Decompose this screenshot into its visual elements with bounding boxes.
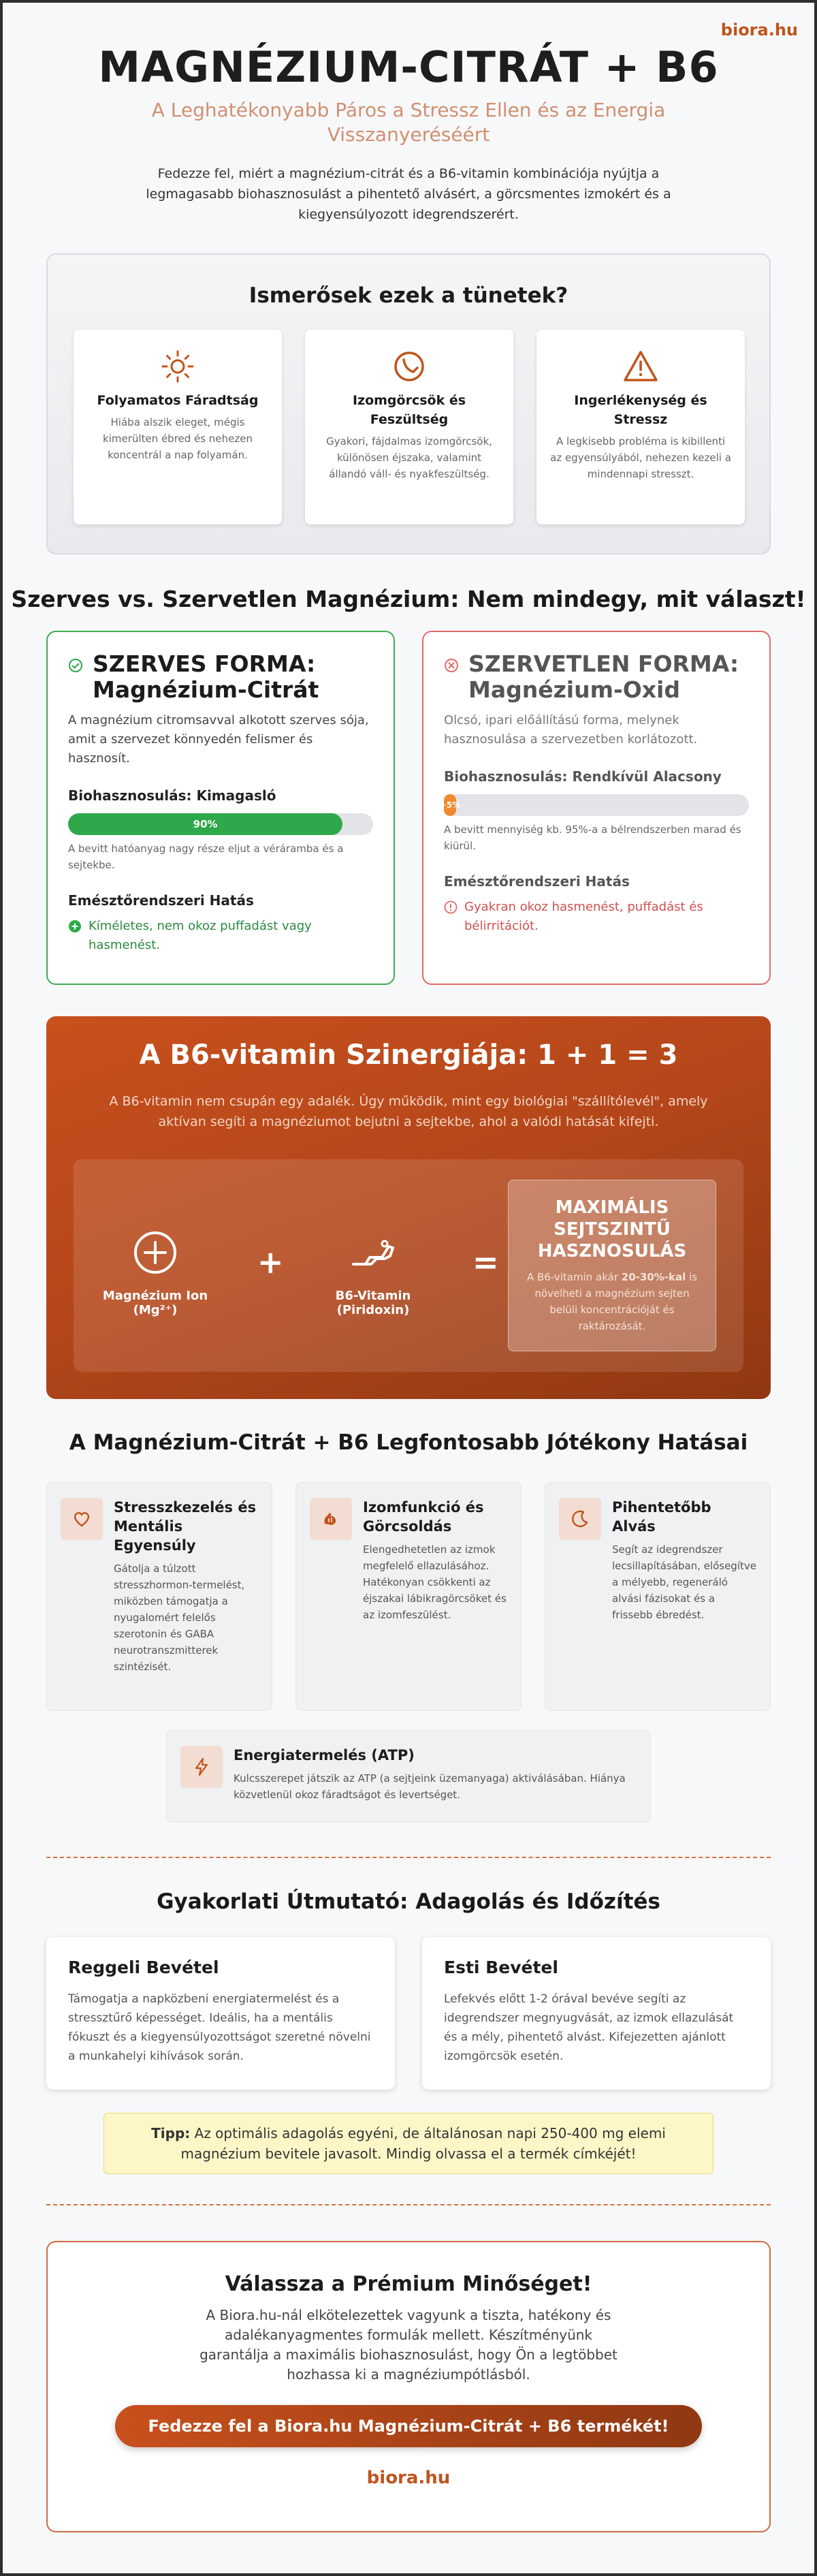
brand-logo-bottom[interactable]: biora.hu <box>366 2468 451 2488</box>
organic-digestive-text: Kíméletes, nem okoz puffadást vagy hasmenést. <box>89 919 312 952</box>
benefits-title: A Magnézium-Citrát + B6 Legfontosabb Jótékony Hatásai <box>69 1430 748 1455</box>
inorganic-absorption-note: A bevitt mennyiség kb. 95%-a a bélrendszerben marad és kiürül. <box>444 823 741 852</box>
b6-item <box>298 1229 448 1317</box>
organic-digestive-label: Emésztőrendszeri Hatás <box>68 892 254 909</box>
symptom-card <box>74 330 282 524</box>
benefit-card <box>545 1482 771 1711</box>
morning-text: Támogatja a napközbeni energiatermelést és a stressztűrő képességet. Ideális, ha a mentális fókuszt és a kiegyensúlyozottságot szeretné növelni a munkahelyi kihívások során. <box>68 1992 371 2063</box>
benefit-title: Izomfunkció és Görcsoldás <box>363 1499 484 1535</box>
divider <box>46 2204 771 2205</box>
result-box <box>508 1180 716 1351</box>
benefit-text: Elengedhetetlen az izmok megfelelő ellazulásához. Hatékonyan csökkenti az éjszakai lábikragörcsöket és az izomfeszülést. <box>363 1543 507 1621</box>
organic-absorption-note: A bevitt hatóanyag nagy része eljut a véráramba és a sejtekbe. <box>68 843 344 871</box>
plus-circle-icon <box>131 1229 179 1276</box>
benefit-title: Stresszkezelés és Mentális Egyensúly <box>114 1499 257 1554</box>
inorganic-absorption-fill <box>439 794 461 816</box>
tip-text: Az optimális adagolás egyéni, de általánosan napi 250-400 mg elemi magnézium bevitele javasolt. Mindig olvassa el a termék címkéjét! <box>180 2125 666 2162</box>
intro-text: Fedezze fel, miért a magnézium-citrát és a B6-vitamin kombinációja nyújtja a legmagasabb biohasznosulást a pihentető alvásért, a görcsmentes izmokért és a kiegyensúlyozott idegrendszerért. <box>146 166 671 222</box>
brand-logo-top[interactable]: biora.hu <box>720 20 798 40</box>
organic-card <box>46 631 395 985</box>
benefit-text: Segít az idegrendszer lecsillapításában, elősegítve a mélyebb, regeneráló alvási fázisokat és a frissebb ébredést. <box>612 1543 756 1621</box>
moon-icon <box>559 1498 601 1540</box>
muscle-tension-icon <box>390 347 428 386</box>
b6-label: B6-Vitamin (Piridoxin) <box>335 1289 411 1317</box>
page <box>3 3 814 2573</box>
x-circle-icon <box>444 658 459 673</box>
synergy-section <box>46 1016 771 1399</box>
morning-card <box>46 1937 395 2090</box>
page-subtitle: A Leghatékonyabb Páros a Stressz Ellen és az Energia Visszanyeréséért <box>151 99 666 146</box>
organic-absorption-label: Biohasznosulás: Kimagasló <box>68 787 276 804</box>
symptom-text: A legkisebb probléma is kibillenti az egyensúlyából, nehezen kezeli a mindennapi stresszt. <box>550 435 731 480</box>
plus-circle-icon <box>68 920 82 933</box>
alert-circle-icon <box>444 900 458 914</box>
page-title: MAGNÉZIUM-CITRÁT + B6 <box>98 42 719 92</box>
benefit-card <box>46 1482 272 1711</box>
symptom-text: Hiába alszik eleget, mégis kimerülten ébred és nehezen koncentrál a nap folyamán. <box>103 416 253 461</box>
cta-button[interactable]: Fedezze fel a Biora.hu Magnézium-Citrát + B6 termékét! <box>115 2405 702 2447</box>
organic-desc: A magnézium citromsavval alkotott szerves sója, amit a szervezet könnyedén felismer és hasznosít. <box>68 713 369 766</box>
benefit-card <box>295 1482 522 1711</box>
benefit-text: Kulcsszerepet játszik az ATP (a sejtjeink üzemanyaga) aktiválásában. Hiánya közvetlenül okoz fáradtságot és levertséget. <box>234 1772 626 1801</box>
inorganic-absorption-value: ~5% <box>439 800 461 810</box>
lightning-icon <box>180 1746 223 1788</box>
equals-operator: = <box>472 1244 499 1281</box>
cta-title: Válassza a Prémium Minőséget! <box>225 2272 592 2296</box>
inorganic-absorption-bar <box>439 794 749 816</box>
cta-section <box>46 2241 771 2532</box>
symptoms-section <box>46 253 771 554</box>
symptom-text: Gyakori, fájdalmas izomgörcsök, különösen éjszaka, valamint állandó váll- és nyakfeszültség. <box>326 435 492 480</box>
result-text: A B6-vitamin akár 20-30%-kal is növelheti a magnézium sejten belüli koncentrációját és raktározását. <box>526 1271 698 1332</box>
inorganic-card <box>422 631 771 985</box>
organic-absorption-value: 90% <box>193 818 218 830</box>
organic-heading: SZERVES FORMA: Magnézium-Citrát <box>93 650 319 703</box>
inorganic-absorption-label: Biohasznosulás: Rendkívül Alacsony <box>444 768 722 785</box>
evening-title: Esti Bevétel <box>444 1958 558 1977</box>
truck-icon <box>349 1229 397 1276</box>
tip-label: Tipp: <box>151 2125 191 2141</box>
result-title: MAXIMÁLIS SEJTSZINTŰ HASZNOSULÁS <box>537 1197 687 1261</box>
cta-text: A Biora.hu-nál elkötelezettek vagyunk a tiszta, hatékony és adalékanyagmentes formulák mellett. Készítményünk garantálja a maximális biohasznosulást, hogy Ön a legtöbbet hozhassa ki a magnéziumpótlásból. <box>199 2307 618 2383</box>
magnesium-item <box>87 1229 223 1317</box>
sun-icon <box>159 347 197 386</box>
symptoms-title: Ismerősek ezek a tünetek? <box>249 283 568 308</box>
organic-absorption-fill <box>68 813 342 835</box>
inorganic-heading: SZERVETLEN FORMA: Magnézium-Oxid <box>468 650 739 703</box>
plus-operator: + <box>257 1244 284 1281</box>
synergy-desc: A B6-vitamin nem csupán egy adalék. Úgy működik, mint egy biológiai "szállítólevél", amely aktívan segíti a magnéziumot bejutni a sejtekbe, ahol a valódi hatását kifejti. <box>109 1094 708 1129</box>
guide-title: Gyakorlati Útmutató: Adagolás és Időzítés <box>157 1889 660 1914</box>
benefit-card <box>166 1730 651 1823</box>
inorganic-digestive-label: Emésztőrendszeri Hatás <box>444 873 630 890</box>
comparison-title: Szerves vs. Szervetlen Magnézium: Nem mindegy, mit választ! <box>11 586 806 612</box>
organic-absorption-bar <box>68 813 373 835</box>
warning-icon <box>622 347 660 386</box>
symptom-title: Folyamatos Fáradtság <box>97 393 259 408</box>
muscle-icon <box>310 1498 352 1540</box>
divider <box>46 1857 771 1858</box>
tip-box <box>103 2113 714 2174</box>
symptom-card <box>536 330 745 524</box>
inorganic-digestive-text: Gyakran okoz hasmenést, puffadást és bélirritációt. <box>464 900 703 933</box>
heart-icon <box>61 1498 103 1540</box>
symptom-title: Ingerlékenység és Stressz <box>574 393 707 427</box>
benefit-text: Gátolja a túlzott stresszhormon-termelést, miközben támogatja a nyugalomért felelős szerotonin és GABA neurotranszmitterek szintézisét. <box>114 1562 245 1673</box>
inorganic-desc: Olcsó, ipari előállítású forma, melynek hasznosulása a szervezetben korlátozott. <box>444 713 698 747</box>
benefit-title: Energiatermelés (ATP) <box>234 1747 415 1763</box>
evening-text: Lefekvés előtt 1-2 órával bevéve segíti az idegrendszer megnyugvását, az izmok ellazulását és a mély, pihentető alvást. Kifejezetten ajánlott izomgörcsök esetén. <box>444 1992 734 2063</box>
symptom-title: Izomgörcsök és Feszültség <box>352 393 466 427</box>
morning-title: Reggeli Bevétel <box>68 1958 219 1977</box>
synergy-equation <box>74 1159 743 1372</box>
evening-card <box>422 1937 771 2090</box>
benefit-title: Pihentetőbb Alvás <box>612 1499 711 1535</box>
magnesium-label: Magnézium Ion (Mg²⁺) <box>102 1289 208 1317</box>
check-circle-icon <box>68 658 83 673</box>
synergy-title: A B6-vitamin Szinergiája: 1 + 1 = 3 <box>139 1039 678 1071</box>
symptom-card <box>305 330 513 524</box>
